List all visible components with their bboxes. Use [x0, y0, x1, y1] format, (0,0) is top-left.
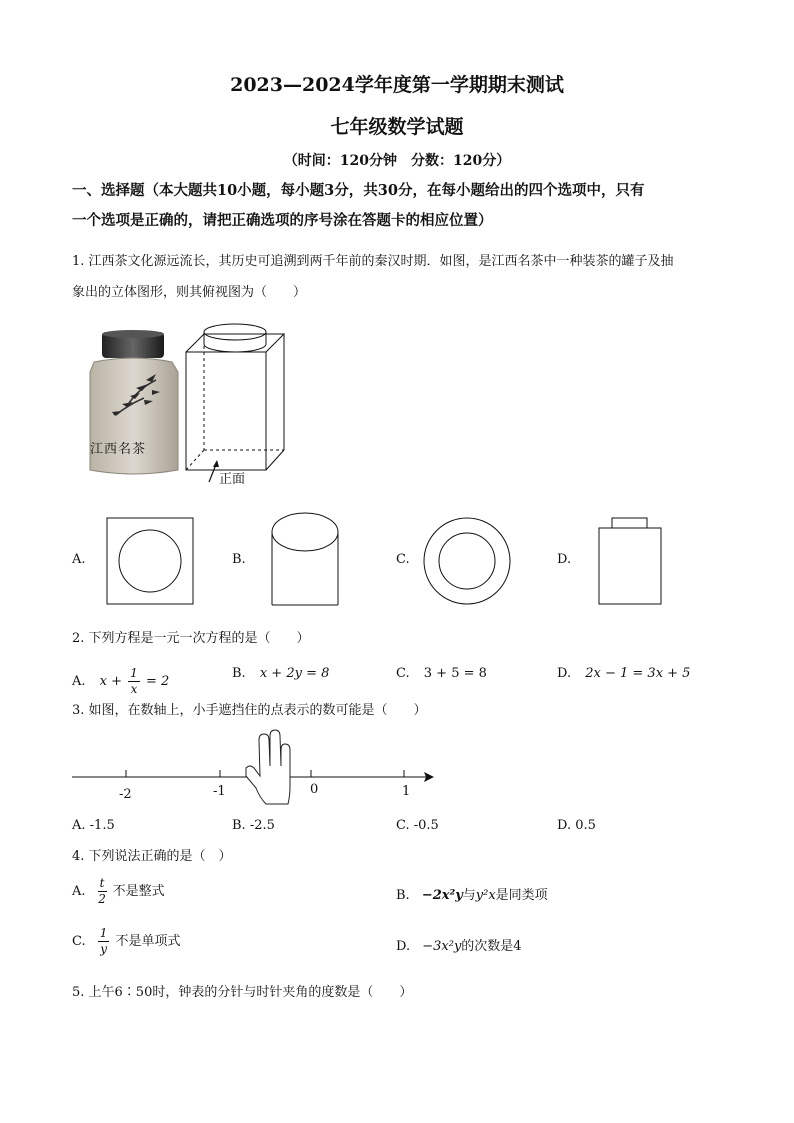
q4-d-expr: −3x²y [422, 939, 462, 954]
q4-d-text: 的次数是4 [461, 939, 522, 954]
q2-b-expr: x + 2y = 8 [259, 666, 330, 681]
q4-a-den: 2 [98, 892, 106, 906]
q2-option-a-label: A. [72, 674, 86, 689]
q4-option-a[interactable] [72, 876, 165, 907]
q4-option-b-label: B. [396, 888, 410, 903]
q2-a-fraction [128, 666, 140, 697]
section-heading-line2: 一个选项是正确的，请把正确选项的序号涂在答题卡的相应位置） [72, 212, 493, 229]
q4-option-d[interactable] [396, 935, 522, 954]
q1-option-b-label[interactable]: B. [232, 552, 246, 567]
q4-b-expr2: y²x [475, 888, 496, 903]
q3-stem: 3. 如图，在数轴上，小手遮挡住的点表示的数可能是（ ） [72, 703, 427, 718]
q2-option-a[interactable] [72, 666, 169, 697]
q4-c-text: 不是单项式 [115, 934, 181, 949]
q4-option-c-label: C. [72, 934, 86, 949]
exam-title: 2023—2024学年度第一学期期末测试 [230, 74, 564, 96]
q1-option-d-label[interactable]: D. [557, 552, 572, 567]
section-heading-line1: 一、选择题（本大题共10小题，每小题3分，共30分，在每小题给出的四个选项中，只有 [72, 182, 645, 199]
q2-a-num: 1 [130, 666, 138, 680]
q4-b-mid: 与 [462, 888, 476, 903]
q1-option-a-label[interactable]: A. [72, 552, 86, 567]
tick-label-neg1: -1 [213, 784, 226, 799]
q2-stem: 2. 下列方程是一元一次方程的是（ ） [72, 631, 310, 646]
q4-a-text: 不是整式 [112, 884, 165, 899]
q4-a-num: t [99, 876, 105, 890]
q2-option-d-label: D. [557, 666, 572, 681]
exam-time-score: （时间：120分钟 分数：120分） [283, 153, 511, 169]
q1-option-c-label[interactable]: C. [396, 552, 410, 567]
q2-option-c[interactable] [396, 666, 487, 681]
q4-option-a-label: A. [72, 884, 86, 899]
q4-stem: 4. 下列说法正确的是（ ） [72, 849, 232, 864]
q4-b-text: 是同类项 [495, 888, 548, 903]
q4-c-den: y [100, 942, 107, 956]
q1-stem-line2: 象出的立体图形，则其俯视图为（ ） [72, 285, 307, 300]
q4-option-b[interactable] [396, 884, 548, 903]
q4-a-fraction [98, 876, 107, 907]
q1-option-b-figure [269, 512, 341, 608]
tick-label-0: 0 [310, 782, 319, 797]
q4-b-expr1: −2x²y [421, 888, 463, 903]
q2-option-d[interactable] [557, 666, 690, 681]
q1-option-a-figure [106, 517, 194, 605]
jar-label: 江西名茶 [90, 442, 147, 457]
q5-stem: 5. 上午6∶50时，钟表的分针与时针夹角的度数是（ ） [72, 985, 413, 1000]
q2-d-expr: 2x − 1 = 3x + 5 [585, 666, 691, 681]
q3-option-b[interactable]: B. -2.5 [232, 818, 275, 833]
q4-option-d-label: D. [396, 939, 411, 954]
front-label: 正面 [219, 472, 246, 487]
q2-option-b-label: B. [232, 666, 246, 681]
q2-a-left: x + [99, 674, 123, 689]
q2-a-den: x [130, 682, 138, 696]
q4-c-fraction [98, 926, 110, 957]
jar-3d-figure [182, 322, 292, 472]
q2-option-b[interactable] [232, 666, 329, 681]
q4-option-c[interactable] [72, 926, 181, 957]
q3-option-a[interactable]: A. -1.5 [72, 818, 115, 833]
q2-a-right: = 2 [145, 674, 170, 689]
q1-option-d-figure [597, 516, 663, 606]
tick-label-neg2: -2 [119, 787, 132, 802]
q2-c-expr: 3 + 5 = 8 [423, 666, 487, 681]
q3-option-c[interactable]: C. -0.5 [396, 818, 439, 833]
q2-option-c-label: C. [396, 666, 410, 681]
q1-stem-line1: 1. 江西茶文化源远流长，其历史可追溯到两千年前的秦汉时期．如图，是江西名茶中一种装茶的罐子及抽 [72, 254, 674, 269]
exam-subtitle: 七年级数学试题 [330, 116, 464, 138]
tick-label-1: 1 [402, 784, 411, 799]
q3-option-d[interactable]: D. 0.5 [557, 818, 596, 833]
q1-option-c-figure [422, 516, 512, 606]
q4-c-num: 1 [99, 926, 108, 940]
